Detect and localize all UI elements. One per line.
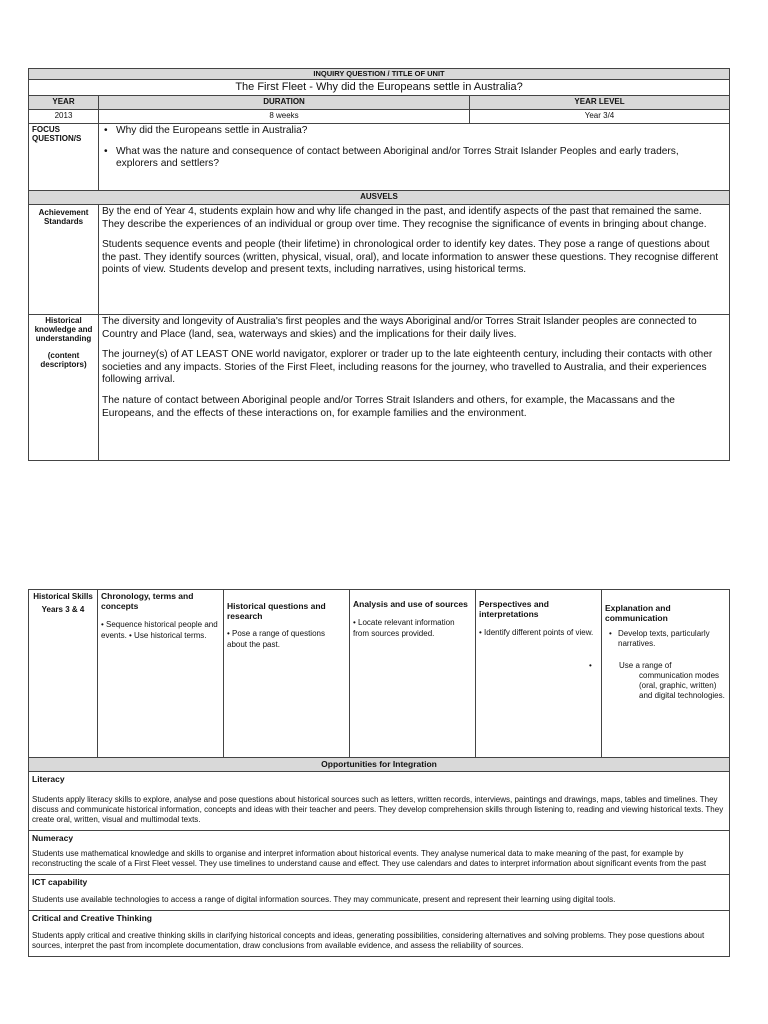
achievement-paragraph: By the end of Year 4, students explain how and why life changed in the past, and identify aspects of the past that remained the same. They describe the experiences of an individual or group over time. They recognise the significance of events in bringing about change.	[102, 206, 707, 230]
focus-question: • Why did the Europeans settle in Australia?	[102, 125, 726, 138]
explanation-item: • Develop texts, particularly narratives.	[609, 629, 726, 649]
integration-title: Critical and Creative Thinking	[32, 913, 152, 923]
knowledge-paragraph: The diversity and longevity of Australia's first peoples and the ways Aboriginal and/or Torres Strait Islander peoples are connected to Country and Place (land, sea, waterways and skies) and the implications for their daily lives.	[102, 316, 697, 340]
achievement-standards-label: Achievement Standards	[29, 205, 99, 315]
content-descriptors-label: (content descriptors)	[40, 351, 87, 369]
focus-questions-cell	[99, 124, 730, 191]
year-value: 2013	[29, 110, 99, 124]
integration-text: Students use available technologies to access a range of digital information sources. They may communicate, present and represent their learning using digital tools.	[32, 895, 616, 904]
skill-text: • Sequence historical people and events. • Use historical terms.	[101, 620, 218, 640]
historical-knowledge-cell	[99, 315, 730, 461]
skill-heading: Perspectives and interpretations	[479, 599, 549, 619]
literacy-section	[29, 772, 730, 831]
critical-thinking-section	[29, 911, 730, 957]
historical-skills-label-cell	[29, 590, 98, 758]
year-header: YEAR	[29, 96, 99, 110]
skill-heading: Analysis and use of sources	[353, 599, 468, 609]
skill-column	[602, 590, 730, 758]
historical-knowledge-label-cell	[29, 315, 99, 461]
integration-text: Students apply critical and creative thinking skills in clarifying historical concepts and ideas, generating possibilities, considering alternatives and solving problems. They pose questions about sources, interpret the past from incomplete documentation, draw conclusions from available evidence, and assess the reliability of sources.	[32, 931, 705, 950]
skill-text: • Pose a range of questions about the past.	[227, 629, 325, 649]
focus-question: • What was the nature and consequence of contact between Aboriginal and/or Torres Strait Islander Peoples and early traders, explorers and settlers?	[102, 146, 726, 171]
year-level-header: YEAR LEVEL	[470, 96, 730, 110]
integration-text: Students use mathematical knowledge and skills to organise and interpret information about historical events. They analyse numerical data to make meaning of the past, for example by reconstructing the scale of a First Fleet vessel. They use timelines to understand cause and effect. They use calendars and dates to interpret information about significant events from the past	[32, 849, 707, 868]
knowledge-paragraph: The journey(s) of AT LEAST ONE world navigator, explorer or trader up to the late eighteenth century, including their contacts with other societies and any impacts. Stories of the First Fleet, including reasons for the journey, who travelled to Australia, and their experiences following arrival.	[102, 349, 713, 386]
ausvels-header: AUSVELS	[29, 191, 730, 205]
explanation-item: • Use a range of communication modes (oral, graphic, written) and digital technologies.	[609, 661, 726, 701]
skills-integration-table	[28, 589, 730, 957]
duration-header: DURATION	[99, 96, 470, 110]
unit-overview-table	[28, 68, 730, 461]
historical-skills-label: Historical Skills	[33, 592, 93, 601]
achievement-standards-cell	[99, 205, 730, 315]
ict-section	[29, 875, 730, 911]
inquiry-question-header: INQUIRY QUESTION / TITLE OF UNIT	[29, 69, 730, 80]
skill-heading: Chronology, terms and concepts	[101, 591, 194, 611]
duration-value: 8 weeks	[99, 110, 470, 124]
skill-column	[350, 590, 476, 758]
integration-text: Students apply literacy skills to explore, analyse and pose questions about historical sources such as letters, written records, interviews, paintings and drawings, maps, tables and timelines. They discuss and communicate historical information, concepts and ideas with their teacher and peers. They develop comprehension skills through listening to, reading and viewing historical texts. They create oral, written, visual and multimodal texts.	[32, 795, 724, 824]
focus-questions-label: FOCUS QUESTION/S	[29, 124, 99, 191]
achievement-paragraph: Students sequence events and people (their lifetime) in chronological order to identify key dates. They pose a range of questions about the past. They identify sources (written, physical, visual, oral), and locate information to answer these questions. They recognise different points of view. Students develop and present texts, including narratives, using historical terms.	[102, 239, 719, 276]
skill-column	[224, 590, 350, 758]
skill-heading: Historical questions and research	[227, 601, 326, 621]
integration-title: Literacy	[32, 774, 65, 784]
skill-text: • Identify different points of view.	[479, 628, 594, 637]
skill-column	[98, 590, 224, 758]
skill-text: • Locate relevant information from sources provided.	[353, 618, 455, 638]
knowledge-paragraph: The nature of contact between Aboriginal people and/or Torres Strait Islanders and others, for example, the Macassans and the Europeans, and the effects of these interactions on, for example families and the environment.	[102, 394, 675, 419]
historical-knowledge-label: Historical knowledge and understanding	[34, 316, 93, 343]
skills-years-label: Years 3 & 4	[41, 605, 85, 614]
skill-heading: Explanation and communication	[605, 603, 671, 623]
integration-title: Numeracy	[32, 833, 74, 843]
unit-title: The First Fleet - Why did the Europeans settle in Australia?	[29, 80, 730, 96]
year-level-value: Year 3/4	[470, 110, 730, 124]
skill-column	[476, 590, 602, 758]
integration-header: Opportunities for Integration	[29, 758, 730, 772]
numeracy-section	[29, 831, 730, 875]
integration-title: ICT capability	[32, 877, 88, 887]
